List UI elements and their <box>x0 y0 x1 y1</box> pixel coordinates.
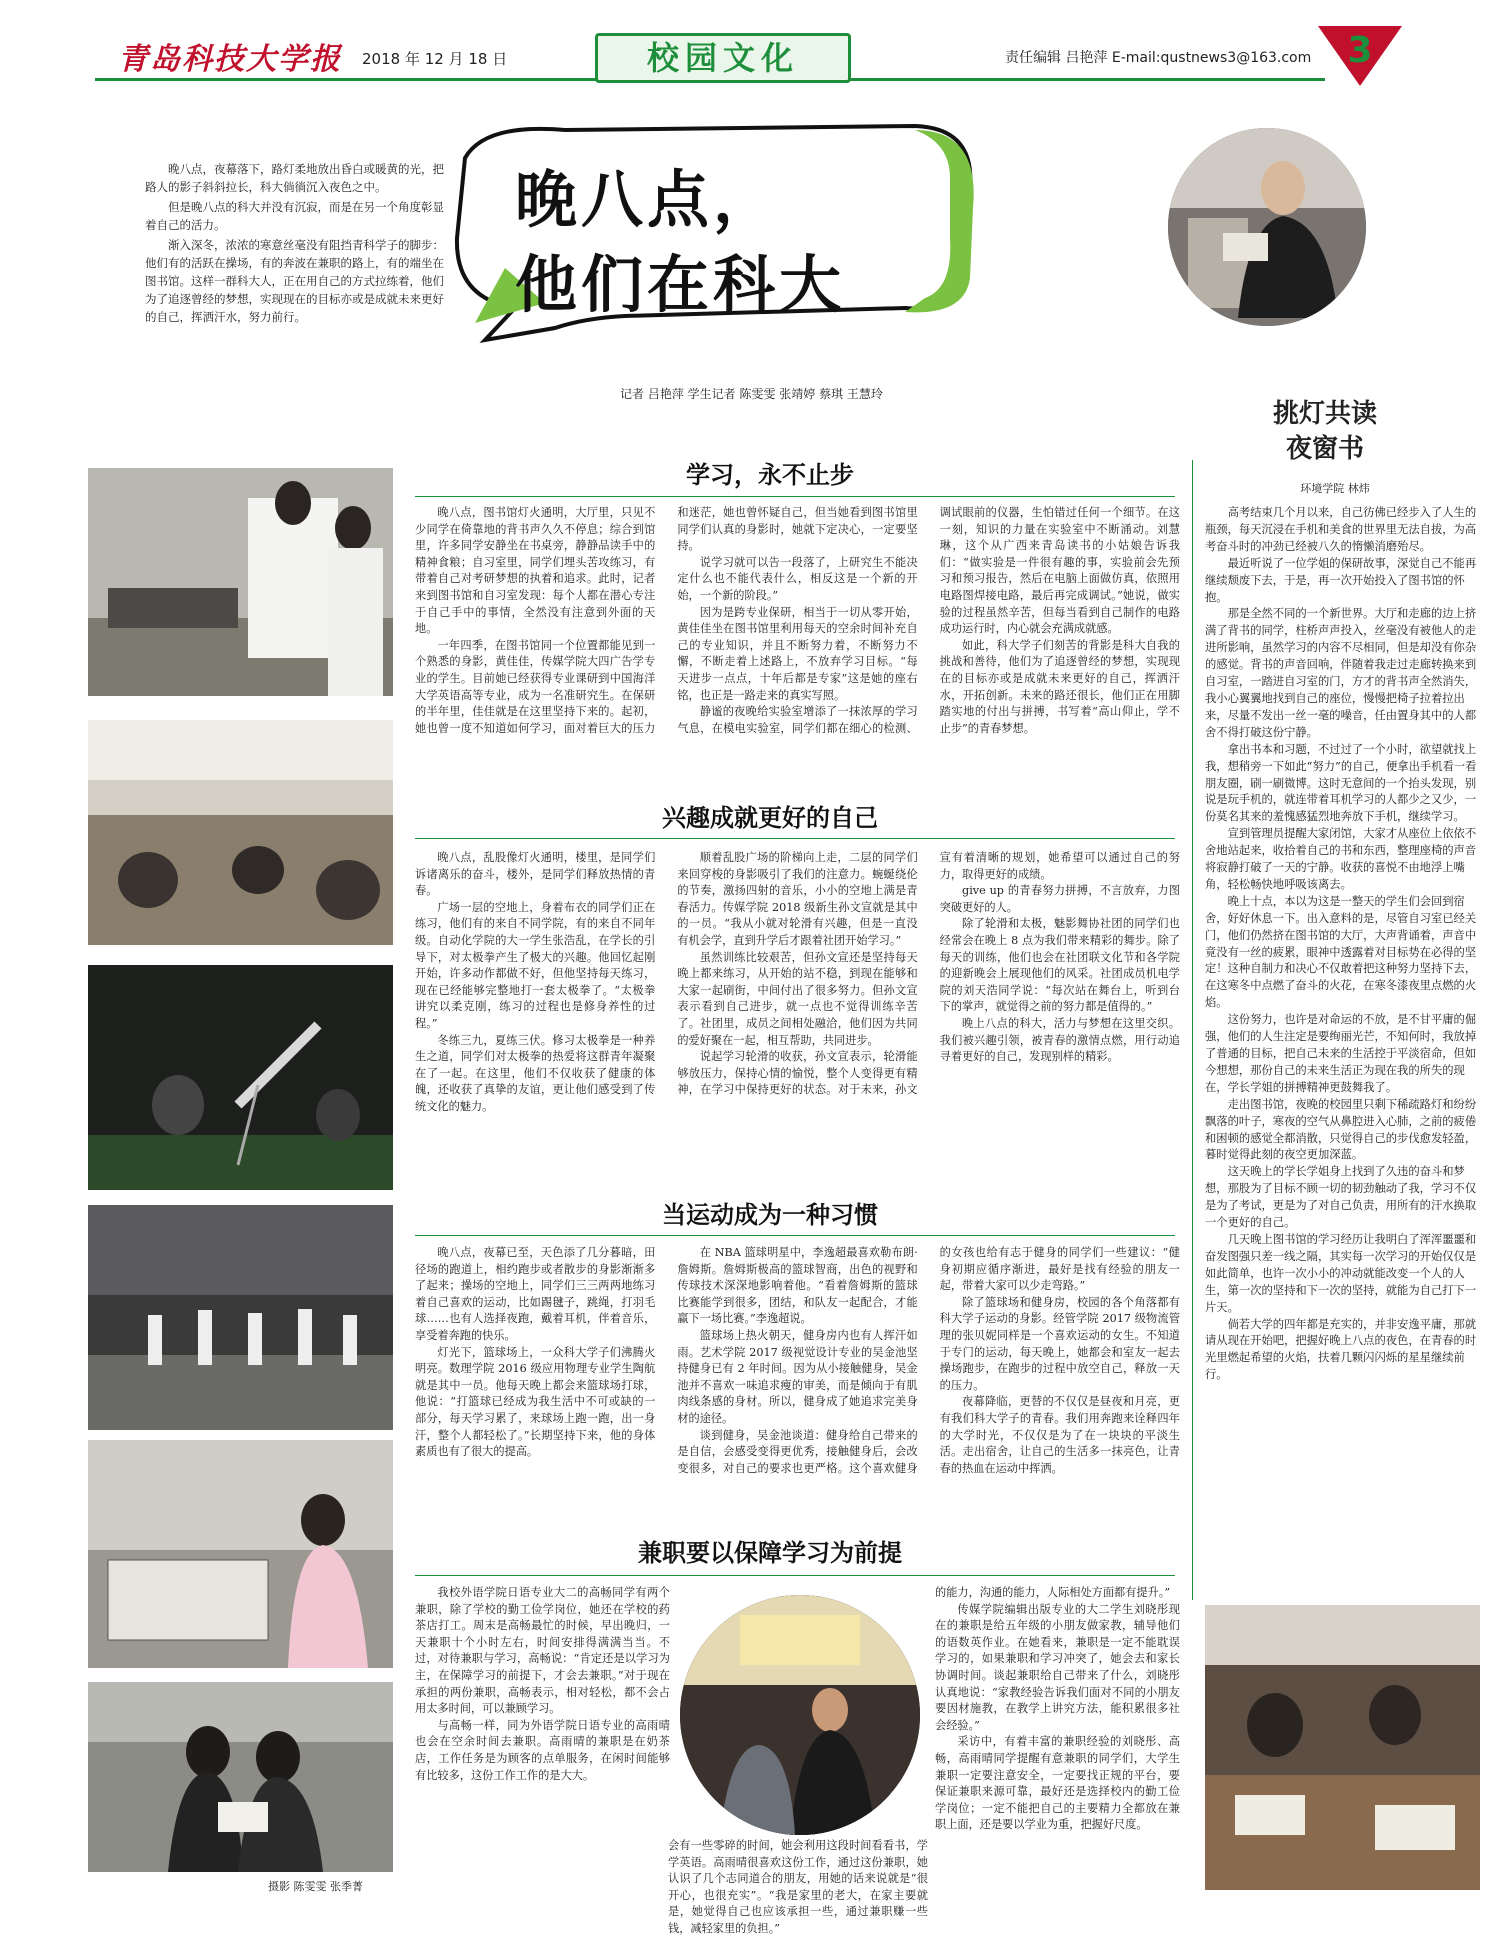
section-paragraph: 晚八点，图书馆灯火通明，大厅里，只见不少同学在倚靠地的背书声久久不停息；综合到馆里，许多同学安静坐在书桌旁，静静品读手中的精神食粮；自习室里，同学们埋头苦攻练习，有带着自己对考研梦想的执着和追求。此时，记者来到图书馆和自习室发现：每个人都在潜心专注于自己手中的事情，全然没有注意到外面的天地。 <box>415 506 656 636</box>
section-body-sport <box>415 1245 1180 1555</box>
section-title-study: 学习，永不止步 <box>686 460 854 489</box>
section-paragraph: 我校外语学院日语专业大二的高畅同学有两个兼职，除了学校的勤工俭学岗位，她还在学校的药茶店打工。周末是高畅最忙的时候，早出晚归，一天兼职十个小时左右，时间安排得满满当当。不过，对待兼职与学习，高畅说：“肯定还是以学习为主，在保障学习的前提下，才会去兼职。”对于现在承担的两份兼职，高畅表示，相对轻松，都不会占用太多时间，可以兼顾学习。 <box>415 1586 670 1716</box>
section-body-interest <box>415 850 1180 1185</box>
essay-paragraph: 那是全然不同的一个新世界。大厅和走廊的边上挤满了背书的同学，柱桥声声投入，丝毫没有被他人的走进所影响，虽然学习的内容不尽相同，但是却没有你杂的感觉。背书的声音回响，伴随着我走过走廊转换来到自习室，一踏进自习室的门，方才的背书声全然消失，我小心翼翼地找到自己的座位，慢慢把椅子拉着拉出来，尽量不发出一丝一毫的噪音，任由置身其中的人都舍不得打破这份宁静。 <box>1205 607 1477 739</box>
section-body-parttime-col1 <box>415 1585 670 1784</box>
section-paragraph: 说学习就可以告一段落了，上研究生不能决定什么也不能代表什么，相反这是一个新的开始，一个新的阶段。” <box>677 555 918 602</box>
section-paragraph: 说起学习轮滑的收获，孙文宣表示，轮滑能够放压力，保持心情的愉悦，整个人变得更有精神，在学习中保持更好的状态。对于未来，孙文宣有着清晰的规划，她希望可以通过自己的努力，取得更好的成绩。 <box>677 851 1180 1097</box>
section-paragraph: 会有一些零碎的时间，她会利用这段时间看看书，学学英语。高雨晴很喜欢这份工作，通过这份兼职，她认识了几个志同道合的朋友，用她的话来说就是“很开心，也很充实”。“我是家里的老大，在家主要就是，她觉得自己也应该承担一些，通过兼职赚一些钱，减轻家里的负担。” <box>668 1839 928 1935</box>
intro-paragraph: 但是晚八点的科大并没有沉寂，而是在另一个角度彰显着自己的活力。 <box>145 200 444 232</box>
student-reading-photo <box>1168 128 1366 326</box>
right-column-title-2: 夜窗书 <box>1285 434 1364 464</box>
library-hall-photo <box>88 720 393 945</box>
section-paragraph: 夜幕降临，更替的不仅仅是昼夜和月亮，更有我们科大学子的青春。我们用奔跑来诠释四年的大学时光，不仅仅是为了在一块块的平淡生活。走出宿舍，让自己的生活多一抹亮色，让青春的热血在运动中挥洒。 <box>939 1395 1180 1475</box>
paper-name: 青岛科技大学报 <box>118 42 342 77</box>
essay-paragraph: 拿出书本和习题，不过过了一个小时，欲望就找上我，想稍旁一下如此“努力”的自己，便拿出手机看一看朋友圈，刷一刷微博。这时无意间的一个抬头发现，别说是玩手机的，就连带着耳机学习的人都少之又少，一份莫名其来的羞愧感猛烈地奔放下手机，继续学习。 <box>1205 742 1477 824</box>
essay-paragraph: 倘若大学的四年都是充实的，并非安逸平庸，那就请从现在开始吧，把握好晚上八点的夜色，在青春的时光里燃起希望的火焰，扶着几颗闪闪烁的星星继续前行。 <box>1205 1317 1477 1382</box>
section-paragraph: 篮球场上热火朝天，健身房内也有人挥汗如雨。艺术学院 2017 级视觉设计专业的吴金池坚持健身已有 2 年时间。因为从小接触健身，吴金池并不喜欢一味追求瘦的审美，而是倾向于有肌肉线条感的身材。所以，健身成了她追求完美身材的途径。 <box>677 1328 918 1425</box>
section-body-parttime-col2 <box>668 1838 928 1938</box>
section-paragraph: 的能力，沟通的能力，人际相处方面都有提升。” <box>935 1586 1171 1599</box>
milk-tea-shop-photo <box>680 1595 920 1835</box>
section-paragraph: 采访中，有着丰富的兼职经验的刘晓彤、高畅，高雨晴同学提醒有意兼职的同学们，大学生兼职一定要注意安全，一定要找正规的平台，要保证兼职来源可靠，最好还是选择校内的勤工俭学岗位；一定不能把自己的主要精力全都放在兼职上面，还是要以学业为重，把握好尺度。 <box>935 1735 1180 1832</box>
essay-paragraph: 最近听说了一位学姐的保研故事，深觉自己不能再继续颓废下去，于是，再一次开始投入了图书馆的怀抱。 <box>1205 556 1477 604</box>
section-paragraph: 除了篮球场和健身房，校园的各个角落都有科大学子运动的身影。经管学院 2017 级物流管理的张贝妮同样是一个喜欢运动的女生。不知道于专门的运动，每天晚上，她都会和室友一起去操场跑步，在跑步的过程中放空自己，释放一天的压力。 <box>939 1295 1180 1392</box>
section-paragraph: 因为是跨专业保研，相当于一切从零开始，黄佳佳坐在图书馆里利用每天的空余时间补充自己的专业知识，并且不断努力着，不断努力不懈，不断走着上述路上，不放弃学习目标。“每天进步一点点，十年后都是专家”这是她的座右铭，也正是一路走来的真实写照。 <box>677 605 918 702</box>
section-paragraph: 在 NBA 篮球明星中，李逸超最喜欢勒布朗·詹姆斯。詹姆斯极高的篮球智商，出色的视野和传球技术深深地影响着他。“看着詹姆斯的篮球比赛能学到很多，团结，和队友一起配合，才能赢下一场比赛。”李逸超说。 <box>677 1246 918 1326</box>
intro-paragraph: 渐入深冬，浓浓的寒意丝毫没有阻挡青科学子的脚步：他们有的活跃在操场，有的奔波在兼职的路上，有的端坐在图书馆。这样一群科大人，正在用自己的方式拉练着，他们为了追逐曾经的梦想，实现现在的目标亦或是成就未来更好的自己，挥洒汗水，努力前行。 <box>145 238 444 324</box>
headline-line-1: 晚八点， <box>515 163 780 236</box>
right-column-essay <box>1205 505 1480 1384</box>
byline: 记者 吕艳萍 学生记者 陈雯雯 张靖婷 蔡琪 王慧玲 <box>620 387 883 401</box>
column-divider <box>1192 460 1193 1600</box>
telescope-night-photo <box>88 965 393 1190</box>
section-paragraph: 一年四季，在图书馆同一个位置都能见到一个熟悉的身影，黄佳佳，传媒学院大四广告学专业的学生。目前她已经获得专业课研到中国海洋大学英语高等专业，成为一名准研究生。在保研的半年里，佳佳就是在这里坚持下来的。起初，她也曾一度不知道如何学习，面对着巨大的压力和迷茫，她也曾怀疑自己，但当她看到图书馆里同学们认真的身影时，她就下定决心，一定要坚持。 <box>415 506 918 735</box>
essay-paragraph: 高考结束几个月以来，自己彷佛已经步入了人生的瓶颈，每天沉浸在手机和美食的世界里无法自拔，为高考奋斗时的冲劲已经被八久的惰懒消磨殆尽。 <box>1205 506 1477 553</box>
section-paragraph: 广场一层的空地上，身着布衣的同学们正在练习，他们有的来自不同学院，有的来自不同年级。自动化学院的大一学生张浩乱，在学长的引导下，对太极拳产生了极大的兴趣。他回忆起刚开始，许多动作都做不好，但他坚持每天练习，现在已经能够完整地打一套太极拳了。“太极拳讲究以柔克刚，练习的过程也是修身养性的过程。” <box>415 900 656 1030</box>
section-paragraph: 虽然训练比较艰苦，但孙文宣还是坚持每天晚上都来练习，从开始的站不稳，到现在能够和大家一起刷街，中间付出了很多努力。但孙文宣表示看到自己进步，就一点也不觉得训练辛苦了。社团里，成员之间相处融洽，他们因为共同的爱好聚在一起，相互帮助，共同进步。 <box>677 950 918 1047</box>
essay-paragraph: 宣到管理员提醒大家闭馆，大家才从座位上依依不舍地站起来，收拾着自己的书和东西，整理座椅的声音将寂静打破了一天的宁静。收获的喜悦不由地浮上嘴角，轻松畅快地呼吸该离去。 <box>1205 827 1477 891</box>
section-title: 校园文化 <box>595 33 851 83</box>
section-paragraph: 除了轮滑和太极，魅影舞协社团的同学们也经常会在晚上 8 点为我们带来精彩的舞步。除了每天的训练，他们也会在社团联文化节和各学院的迎新晚会上展现他们的风采。社团成员机电学院的刘天浩同学说：“每次站在舞台上，听到台下的掌声，就觉得之前的努力都是值得的。” <box>939 917 1180 1014</box>
essay-paragraph: 走出图书馆，夜晚的校园里只剩下稀疏路灯和纷纷飘落的叶子，寒夜的空气从鼻腔进入心肺，之前的疲倦和困顿的感觉全都消散，只觉得自己的步伐愈发轻盈，暮时觉得此刻的夜空更加深蓝。 <box>1205 1097 1477 1162</box>
section-paragraph: 如此，科大学子们刻苦的背影是科大自我的挑战和善待，他们为了追逐曾经的梦想，实现现在的目标亦或是成就未来更好的自己，挥洒汗水，开拓创新。未来的路还很长，他们正在用脚踏实地的付出与拼搏，书写着“高山仰止，学不止步”的青春梦想。 <box>939 638 1180 735</box>
photo-credit: 摄影 陈雯雯 张季菁 <box>268 1880 363 1893</box>
right-column-author: 环境学院 林炜 <box>1300 482 1370 495</box>
editor-info: 责任编辑 吕艳萍 E-mail:qustnews3@163.com <box>1005 50 1312 66</box>
lab-experiment-photo <box>88 468 393 696</box>
section-paragraph: 顺着乱股广场的阶梯向上走，二层的同学们来回穿梭的身影吸引了我们的注意力。蜿蜒绕伦的节奏，激扬四射的音乐，小小的空地上满是青春活力。传媒学院 2018 级新生孙文宣就是其中的一员。“我从小就对轮滑有兴趣，但是一直没有机会学，直到升学后才跟着社团开始学习。” <box>677 851 918 947</box>
section-rule <box>415 1235 1175 1236</box>
section-title-interest: 兴趣成就更好的自己 <box>662 803 878 832</box>
section-title-sport: 当运动成为一种习惯 <box>662 1200 878 1229</box>
section-body-parttime-col3 <box>935 1585 1180 1834</box>
intro-text <box>145 160 445 328</box>
section-paragraph: 与高畅一样，同为外语学院日语专业的高雨晴也会在空余时间去兼职。高雨晴的兼职是在奶茶店，工作任务是为顾客的点单服务，在闲时间能够有比较多，这份工作工作的是大大。 <box>415 1718 670 1782</box>
section-paragraph: 晚八点，乱股像灯火通明，楼里，是同学们诉诸离乐的奋斗，楼外，是同学们释放热情的青春。 <box>415 851 656 898</box>
right-column-title-1: 挑灯共读 <box>1272 399 1377 429</box>
library-study-photo <box>1205 1605 1480 1890</box>
section-rule <box>415 496 1175 497</box>
essay-paragraph: 这份努力，也许是对命运的不放，是不甘平庸的倔强，他们的人生注定是要绚丽光芒，不知何时，我放掉了普通的目标，把自己未来的生活控于平淡宿命，但如今想想，那份自己的未来生活正为现在我的所失的现在，学长学姐的拼搏精神更鼓舞我了。 <box>1205 1013 1477 1094</box>
section-rule <box>415 1575 1175 1576</box>
section-paragraph: 晚上八点的科大，活力与梦想在这里交织。我们被兴趣引领，被青春的激情点燃，用行动追寻着更好的自己，发现别样的精彩。 <box>939 1016 1180 1064</box>
headline-line-2: 他们在科大 <box>515 248 846 321</box>
section-paragraph: 灯光下，篮球场上，一众科大学子们沸腾火明亮。数理学院 2016 级应用物理专业学生陶航就是其中一员。他每天晚上都会来篮球场打球，他说：“打篮球已经成为我生活中不可或缺的一部分，每天学习累了，来球场上跑一跑，出一身汗，整个人都轻松了。”长期坚持下来，他的身体素质也有了很大的提高。 <box>415 1345 656 1459</box>
students-reading-outdoor-photo <box>88 1682 393 1872</box>
section-paragraph: 晚八点，夜幕已至，天色添了几分暮暗，田径场的跑道上，相约跑步或者散步的身影渐渐多了起来；操场的空地上，同学们三三两两地练习着自己喜欢的运动，比如踢毽子，跳绳，打羽毛球……也有人选择夜跑，戴着耳机，伴着音乐，享受着奔跑的快乐。 <box>415 1246 656 1342</box>
section-paragraph: 冬练三九，夏练三伏。修习太极拳是一种养生之道，同学们对太极拳的热爱将这群青年凝聚在了一起。在这里，他们不仅收获了健康的体魄，还收获了真挚的友谊，更让他们感受到了传统文化的魅力。 <box>415 1033 656 1113</box>
essay-paragraph: 晚上十点，本以为这是一整天的学生们会回到宿舍，好好休息一下。出入意料的是，尽管自习室已经关门，他们仍然挤在图书馆的大厅，大声背诵着，声音中竟没有一丝的疲累，眼神中透露着对目标势在必得的坚定！这种自制力和决心不仅敢着把这种努力坚持下去，在这寒冬中点燃了奋斗的火花，在寒冬漆夜里点燃的火焰。 <box>1205 894 1477 1010</box>
section-paragraph: give up 的青春努力拼搏，不言放弃，力图突破更好的人。 <box>939 884 1180 914</box>
section-body-study <box>415 505 1180 790</box>
section-rule <box>415 838 1175 839</box>
intro-paragraph: 晚八点，夜幕落下，路灯柔地放出昏白或暖黄的光，把路人的影子斜斜拉长，科大倘徜沉入夜色之中。 <box>145 162 444 194</box>
electronics-lab-photo <box>88 1440 393 1668</box>
issue-date: 2018 年 12 月 18 日 <box>362 50 508 68</box>
page-number: 3 <box>1347 30 1373 71</box>
section-paragraph: 谈到健身，吴金池谈道：健身给自己带来的是自信，会感受变得更优秀，接触健身后，会改变很多，对自己的要求也更严格。这个喜欢健身的女孩也给有志于健身的同学们一些建议：“健身初期应循序渐进，最好是找有经验的朋友一起，带着大家可以少走弯路。” <box>677 1246 1180 1475</box>
essay-paragraph: 几天晚上图书馆的学习经历让我明白了浑浑噩噩和奋发图强只差一线之隔，其实每一次学习的开始仅仅是如此简单，也许一次小小的冲动就能改变一个人的人生，第一次的坚持和下一次的坚持，就能为自己打下一片天。 <box>1205 1232 1477 1314</box>
essay-paragraph: 这天晚上的学长学姐身上找到了久违的奋斗和梦想，那股为了目标不顾一切的韧劲触动了我，学习不仅是为了考试，更是为了对自己负责，用所有的汗水换取一个更好的自己。 <box>1205 1165 1477 1230</box>
section-title-parttime: 兼职要以保障学习为前提 <box>638 1538 902 1567</box>
section-paragraph: 静谧的夜晚给实验室增添了一抹浓厚的学习气息，在模电实验室，同学们都在细心的检测、调试眼前的仪器，生怕错过任何一个细节。在这一刻，知识的力量在实验室中不断涌动。刘慧琳，这个从广西来青岛读书的小姑娘告诉我们：“做实验是一件很有趣的事，实验前会先预习和预习报告，然后在电脑上面做仿真，依照用电路图焊接电路，最后再完成调试。”她说，做实验的过程虽然辛苦，但每当看到自己制作的电路成功运行时，内心就会充满成就感。 <box>677 506 1180 735</box>
taichi-practice-photo <box>88 1205 393 1430</box>
section-paragraph: 传媒学院编辑出版专业的大二学生刘晓彤现在的兼职是给五年级的小朋友做家教，辅导他们的语数英作业。在她看来，兼职是一定不能耽误学习的，如果兼职和学习冲突了，她会去和家长协调时间。谈起兼职给自己带来了什么，刘晓彤认真地说：“家教经验告诉我们面对不同的小朋友要因材施教，在教学上讲究方法，能积累很多社会经验。” <box>935 1602 1180 1732</box>
